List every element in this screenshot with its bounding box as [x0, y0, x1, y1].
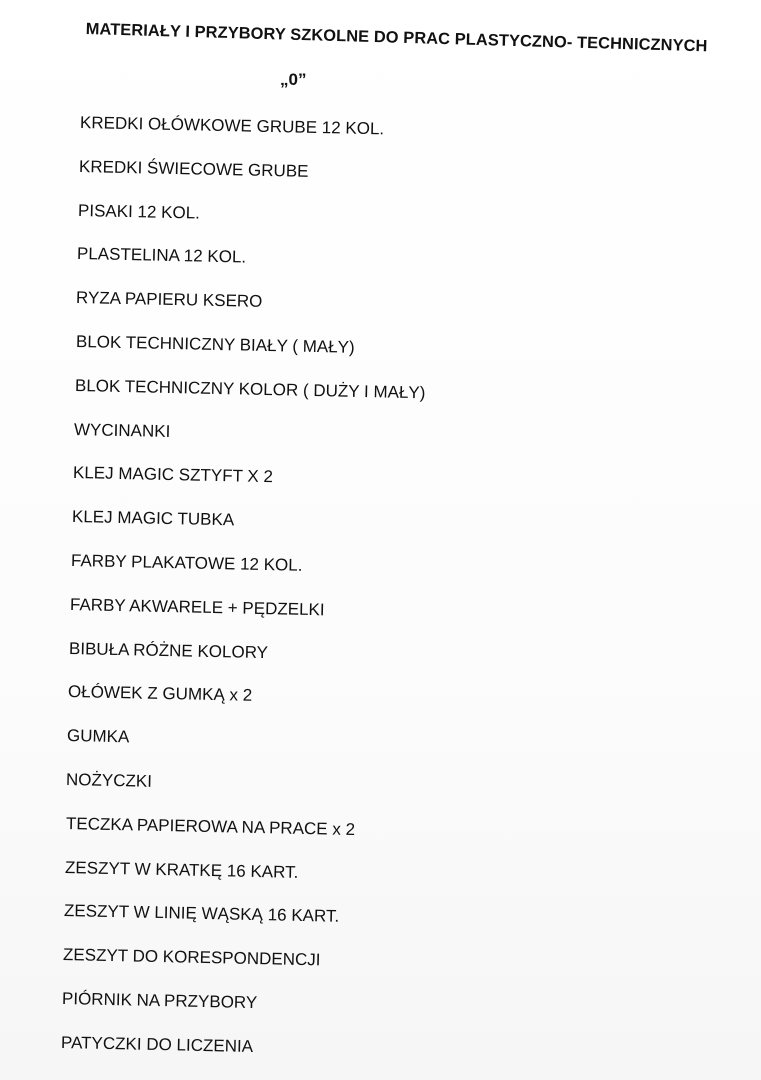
list-item: BLOK TECHNICZNY BIAŁY ( MAŁY) — [75, 332, 355, 357]
list-item: PATYCZKI DO LICZENIA — [60, 1032, 254, 1056]
document-subtitle: „0” — [280, 70, 307, 89]
list-item: WYCINANKI — [73, 419, 171, 441]
document-title: MATERIAŁY I PRZYBORY SZKOLNE DO PRAC PLASTYCZNO- TECHNICZNYCH — [85, 20, 708, 56]
list-item: OŁÓWEK Z GUMKĄ x 2 — [67, 682, 253, 706]
list-item: FARBY PLAKATOWE 12 KOL. — [70, 551, 303, 575]
list-item: KLEJ MAGIC SZTYFT X 2 — [72, 463, 273, 487]
list-item: ZESZYT DO KORESPONDENCJI — [62, 945, 321, 970]
list-item: ZESZYT W KRATKĘ 16 KART. — [64, 857, 299, 882]
list-item: PIÓRNIK NA PRZYBORY — [61, 989, 258, 1013]
list-item: KREDKI ŚWIECOWE GRUBE — [78, 156, 309, 181]
list-item: PISAKI 12 KOL. — [77, 200, 201, 223]
list-item: NOŻYCZKI — [66, 770, 153, 791]
list-item: BLOK TECHNICZNY KOLOR ( DUŻY I MAŁY) — [74, 375, 426, 403]
list-item: BIBUŁA RÓŻNE KOLORY — [68, 638, 269, 662]
list-item: RYZA PAPIERU KSERO — [76, 288, 263, 312]
list-item: ZESZYT W LINIĘ WĄSKĄ 16 KART. — [63, 901, 340, 927]
list-item: TECZKA PAPIEROWA NA PRACE x 2 — [65, 813, 355, 839]
list-item: FARBY AKWARELE + PĘDZELKI — [69, 594, 325, 620]
list-item: PLASTELINA 12 KOL. — [77, 244, 247, 267]
list-item: GUMKA — [67, 726, 130, 747]
list-item: KLEJ MAGIC TUBKA — [71, 507, 235, 530]
list-item: KREDKI OŁÓWKOWE GRUBE 12 KOL. — [79, 113, 385, 139]
